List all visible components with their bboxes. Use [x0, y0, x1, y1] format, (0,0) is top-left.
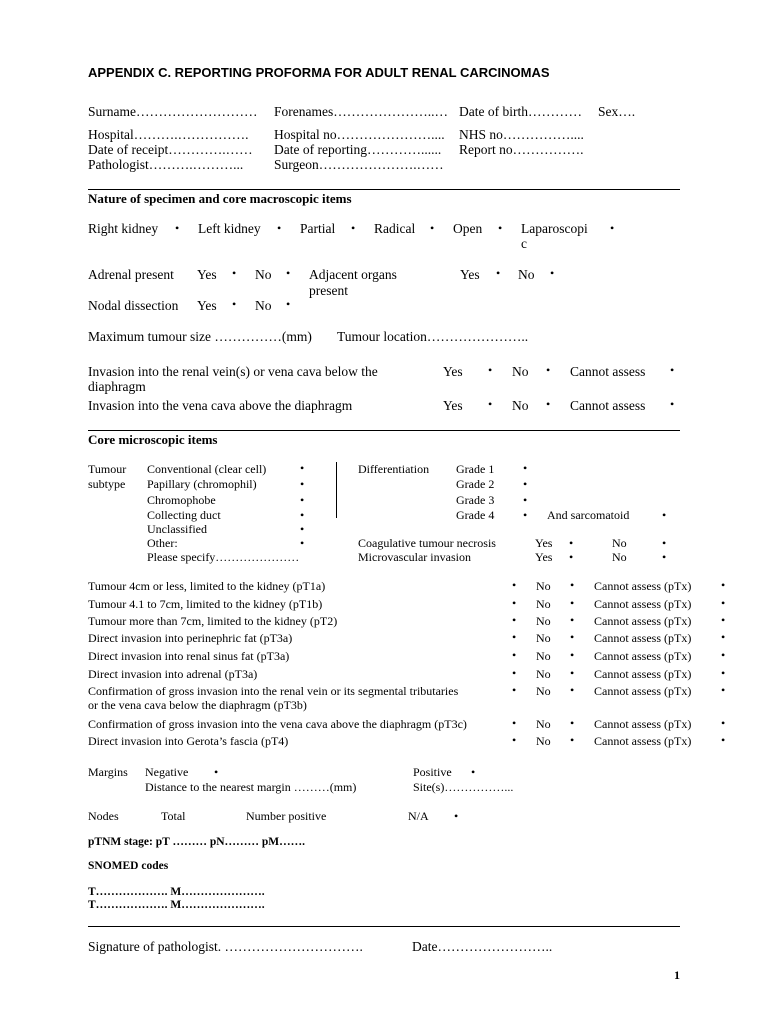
nodal-dissection-label: Nodal dissection — [88, 298, 179, 313]
stage-row-pt3b-wrap: or the vena cava below the diaphragm (pT3b) — [88, 698, 307, 712]
adrenal-no-checkbox[interactable]: • — [286, 266, 291, 280]
coag-yes-label: Yes — [535, 536, 553, 550]
stage-pt1a-no-label: No — [536, 579, 551, 593]
subtype-collecting-duct-checkbox[interactable]: • — [300, 508, 305, 522]
stage-pt3a-sinus-no-label: No — [536, 649, 551, 663]
stage-pt2-no-checkbox[interactable]: • — [570, 613, 575, 627]
stage-pt3a-perinephric-no-checkbox[interactable]: • — [570, 630, 575, 644]
grade-2-checkbox[interactable]: • — [523, 477, 528, 491]
adrenal-yes-checkbox[interactable]: • — [232, 266, 237, 280]
margins-positive-label: Positive — [413, 765, 452, 779]
invasion-above-yes-checkbox[interactable]: • — [488, 397, 493, 411]
stage-pt3a-adrenal-no-checkbox[interactable]: • — [570, 666, 575, 680]
open-checkbox[interactable]: • — [498, 221, 503, 235]
hospital-field[interactable]: Hospital……….……………. — [88, 127, 249, 142]
differentiation-label: Differentiation — [358, 462, 430, 476]
stage-pt1b-ptx-checkbox[interactable]: • — [721, 596, 726, 610]
stage-pt3a-adrenal-ptx-label: Cannot assess (pTx) — [594, 667, 692, 681]
margins-positive-checkbox[interactable]: • — [471, 765, 476, 779]
sex-field[interactable]: Sex…. — [598, 104, 636, 119]
stage-pt1b-ptx-label: Cannot assess (pTx) — [594, 597, 692, 611]
invasion-above-no-checkbox[interactable]: • — [546, 397, 551, 411]
radical-checkbox[interactable]: • — [430, 221, 435, 235]
subtype-chromophobe-checkbox[interactable]: • — [300, 493, 305, 507]
micro-heading: Core microscopic items — [88, 432, 218, 447]
subtype-unclassified: Unclassified — [147, 522, 207, 536]
stage-pt3a-perinephric-ptx-checkbox[interactable]: • — [721, 630, 726, 644]
invasion-vein-yes-checkbox[interactable]: • — [488, 363, 493, 377]
stage-pt1a-ptx-label: Cannot assess (pTx) — [594, 579, 692, 593]
stage-pt3c-yes-checkbox[interactable]: • — [512, 716, 517, 730]
snomed-heading: SNOMED codes — [88, 860, 169, 872]
adjacent-no-label: No — [518, 267, 535, 282]
stage-row-pt3b: Confirmation of gross invasion into the renal vein or its segmental tributaries — [88, 684, 459, 698]
tumour-subtype-label-2: subtype — [88, 477, 126, 491]
invasion-vein-yes-label: Yes — [443, 364, 463, 379]
stage-pt2-yes-checkbox[interactable]: • — [512, 613, 517, 627]
page-title: APPENDIX C. REPORTING PROFORMA FOR ADULT RENAL CARCINOMAS — [88, 65, 550, 80]
tumour-subtype-label: Tumour — [88, 462, 127, 476]
tumour-location-field[interactable]: Tumour location………………….. — [337, 329, 529, 344]
coag-necrosis-label: Coagulative tumour necrosis — [358, 536, 496, 550]
stage-pt3a-perinephric-no-label: No — [536, 631, 551, 645]
surgeon-field[interactable]: Surgeon………………….…… — [274, 157, 444, 172]
grade-1-label: Grade 1 — [456, 462, 495, 476]
stage-pt3b-no-label: No — [536, 684, 551, 698]
adrenal-yes-label: Yes — [197, 267, 217, 282]
nodal-no-checkbox[interactable]: • — [286, 297, 291, 311]
subtype-other: Other: — [147, 536, 178, 550]
stage-pt2-ptx-checkbox[interactable]: • — [721, 613, 726, 627]
grade-3-label: Grade 3 — [456, 493, 495, 507]
page-number: 1 — [674, 968, 680, 982]
adjacent-organs-label: Adjacent organs — [309, 267, 397, 282]
divider — [88, 189, 680, 190]
divider — [88, 430, 680, 431]
microvascular-label: Microvascular invasion — [358, 550, 471, 564]
invasion-above-cannot-assess-label: Cannot assess — [570, 398, 646, 413]
stage-pt3a-adrenal-no-label: No — [536, 667, 551, 681]
stage-pt1a-ptx-checkbox[interactable]: • — [721, 578, 726, 592]
margins-negative-label: Negative — [145, 765, 189, 779]
invasion-vein-no-label: No — [512, 364, 529, 379]
invasion-above-no-label: No — [512, 398, 529, 413]
grade-4-label: Grade 4 — [456, 508, 495, 522]
hospital-no-field[interactable]: Hospital no………………….... — [274, 127, 445, 142]
microvascular-no-checkbox[interactable]: • — [662, 550, 667, 564]
macro-heading: Nature of specimen and core macroscopic items — [88, 191, 352, 206]
subtype-other-checkbox[interactable]: • — [300, 536, 305, 550]
microvascular-no-label: No — [612, 550, 627, 564]
invasion-above-yes-label: Yes — [443, 398, 463, 413]
date-of-birth-field[interactable]: Date of birth………… — [459, 104, 582, 119]
microvascular-yes-checkbox[interactable]: • — [569, 550, 574, 564]
stage-pt2-ptx-label: Cannot assess (pTx) — [594, 614, 692, 628]
nhs-no-field[interactable]: NHS no…………….... — [459, 127, 584, 142]
stage-pt3a-sinus-yes-checkbox[interactable]: • — [512, 648, 517, 662]
invasion-vein-label: Invasion into the renal vein(s) or vena cava below the — [88, 364, 378, 379]
coag-no-checkbox[interactable]: • — [662, 536, 667, 550]
stage-row-pt3a-perinephric: Direct invasion into perinephric fat (pT3a) — [88, 631, 293, 645]
radical-label: Radical — [374, 221, 416, 236]
snomed-line-1[interactable]: T………………. M…………………. — [88, 886, 265, 898]
right-kidney-label: Right kidney — [88, 221, 159, 236]
coag-yes-checkbox[interactable]: • — [569, 536, 574, 550]
stage-pt4-no-label: No — [536, 734, 551, 748]
stage-pt4-ptx-checkbox[interactable]: • — [721, 733, 726, 747]
stage-pt4-ptx-label: Cannot assess (pTx) — [594, 734, 692, 748]
left-kidney-checkbox[interactable]: • — [277, 221, 282, 235]
grade-4-checkbox[interactable]: • — [523, 508, 528, 522]
stage-pt1a-no-checkbox[interactable]: • — [570, 578, 575, 592]
stage-pt4-no-checkbox[interactable]: • — [570, 733, 575, 747]
stage-pt3c-no-label: No — [536, 717, 551, 731]
subtype-chromophobe: Chromophobe — [147, 493, 216, 507]
subtype-conventional-checkbox[interactable]: • — [300, 461, 305, 475]
stage-row-pt3a-sinus: Direct invasion into renal sinus fat (pT3a) — [88, 649, 290, 663]
partial-label: Partial — [300, 221, 336, 236]
partial-checkbox[interactable]: • — [351, 221, 356, 235]
laparoscopic-label-wrap: c — [521, 236, 527, 251]
stage-pt4-yes-checkbox[interactable]: • — [512, 733, 517, 747]
stage-pt3c-ptx-checkbox[interactable]: • — [721, 716, 726, 730]
stage-pt3a-perinephric-yes-checkbox[interactable]: • — [512, 630, 517, 644]
stage-pt3a-adrenal-ptx-checkbox[interactable]: • — [721, 666, 726, 680]
stage-pt3a-perinephric-ptx-label: Cannot assess (pTx) — [594, 631, 692, 645]
date-of-reporting-field[interactable]: Date of reporting…………...... — [274, 142, 442, 157]
snomed-line-2[interactable]: T………………. M…………………. — [88, 899, 265, 911]
stage-pt3c-no-checkbox[interactable]: • — [570, 716, 575, 730]
subtype-specify-field[interactable]: Please specify………………… — [147, 550, 300, 564]
nodal-yes-label: Yes — [197, 298, 217, 313]
adjacent-organs-label-wrap: present — [309, 283, 348, 298]
surname-field[interactable]: Surname……………………… — [88, 104, 258, 119]
stage-row-pt1b: Tumour 4.1 to 7cm, limited to the kidney (pT1b) — [88, 597, 323, 611]
coag-no-label: No — [612, 536, 627, 550]
column-divider — [336, 462, 337, 518]
margin-sites-field[interactable]: Site(s)……………... — [413, 780, 514, 794]
invasion-above-label: Invasion into the vena cava above the diaphragm — [88, 398, 353, 413]
subtype-collecting-duct: Collecting duct — [147, 508, 221, 522]
stage-row-pt4: Direct invasion into Gerota’s fascia (pT4) — [88, 734, 289, 748]
stage-pt3a-sinus-ptx-checkbox[interactable]: • — [721, 648, 726, 662]
invasion-vein-cannot-assess-label: Cannot assess — [570, 364, 646, 379]
date-field[interactable]: Date…………………….. — [412, 939, 553, 954]
margins-label: Margins — [88, 765, 128, 779]
subtype-papillary: Papillary (chromophil) — [147, 477, 257, 491]
nodal-yes-checkbox[interactable]: • — [232, 297, 237, 311]
stage-pt3b-ptx-checkbox[interactable]: • — [721, 683, 726, 697]
margins-negative-checkbox[interactable]: • — [214, 765, 219, 779]
open-label: Open — [453, 221, 483, 236]
stage-row-pt3a-adrenal: Direct invasion into adrenal (pT3a) — [88, 667, 258, 681]
forenames-field[interactable]: Forenames…………………..… — [274, 104, 448, 119]
sarcomatoid-label: And sarcomatoid — [547, 508, 630, 522]
adrenal-no-label: No — [255, 267, 272, 282]
stage-pt3c-ptx-label: Cannot assess (pTx) — [594, 717, 692, 731]
subtype-conventional: Conventional (clear cell) — [147, 462, 267, 476]
stage-pt3a-adrenal-yes-checkbox[interactable]: • — [512, 666, 517, 680]
sarcomatoid-checkbox[interactable]: • — [662, 508, 667, 522]
stage-row-pt2: Tumour more than 7cm, limited to the kidney (pT2) — [88, 614, 338, 628]
pathologist-field[interactable]: Pathologist……….………... — [88, 157, 244, 172]
adjacent-no-checkbox[interactable]: • — [550, 266, 555, 280]
stage-pt1a-yes-checkbox[interactable]: • — [512, 578, 517, 592]
stage-pt3b-no-checkbox[interactable]: • — [570, 683, 575, 697]
left-kidney-label: Left kidney — [198, 221, 261, 236]
adjacent-yes-checkbox[interactable]: • — [496, 266, 501, 280]
divider — [88, 926, 680, 927]
adrenal-present-label: Adrenal present — [88, 267, 174, 282]
grade-1-checkbox[interactable]: • — [523, 461, 528, 475]
stage-pt3b-yes-checkbox[interactable]: • — [512, 683, 517, 697]
nodes-na-checkbox[interactable]: • — [454, 809, 459, 823]
adjacent-yes-label: Yes — [460, 267, 480, 282]
invasion-vein-cannot-assess-checkbox[interactable]: • — [670, 363, 675, 377]
ptnm-stage-field[interactable]: pTNM stage: pT ……… pN……… pM……. — [88, 836, 306, 848]
stage-row-pt3c: Confirmation of gross invasion into the vena cava above the diaphragm (pT3c) — [88, 717, 467, 731]
date-of-receipt-field[interactable]: Date of receipt………….…… — [88, 142, 253, 157]
report-no-field[interactable]: Report no……………. — [459, 142, 584, 157]
nodes-label: Nodes — [88, 809, 119, 823]
margin-distance-field[interactable]: Distance to the nearest margin ………(mm) — [145, 780, 357, 794]
laparoscopic-checkbox[interactable]: • — [610, 221, 615, 235]
nodes-na-label: N/A — [408, 809, 429, 823]
stage-pt3a-sinus-ptx-label: Cannot assess (pTx) — [594, 649, 692, 663]
stage-pt3b-ptx-label: Cannot assess (pTx) — [594, 684, 692, 698]
stage-pt1b-no-checkbox[interactable]: • — [570, 596, 575, 610]
invasion-vein-no-checkbox[interactable]: • — [546, 363, 551, 377]
stage-pt1b-no-label: No — [536, 597, 551, 611]
invasion-above-cannot-assess-checkbox[interactable]: • — [670, 397, 675, 411]
nodes-total-label[interactable]: Total — [161, 809, 186, 823]
invasion-vein-label-wrap: diaphragm — [88, 379, 146, 394]
microvascular-yes-label: Yes — [535, 550, 553, 564]
stage-pt1b-yes-checkbox[interactable]: • — [512, 596, 517, 610]
subtype-papillary-checkbox[interactable]: • — [300, 477, 305, 491]
subtype-unclassified-checkbox[interactable]: • — [300, 522, 305, 536]
grade-2-label: Grade 2 — [456, 477, 495, 491]
signature-field[interactable]: Signature of pathologist. …………………………. — [88, 939, 363, 954]
stage-pt2-no-label: No — [536, 614, 551, 628]
laparoscopic-label: Laparoscopi — [521, 221, 588, 236]
right-kidney-checkbox[interactable]: • — [175, 221, 180, 235]
nodes-positive-label[interactable]: Number positive — [246, 809, 327, 823]
max-tumour-size-field[interactable]: Maximum tumour size ……………(mm) — [88, 329, 312, 344]
grade-3-checkbox[interactable]: • — [523, 493, 528, 507]
stage-row-pt1a: Tumour 4cm or less, limited to the kidney (pT1a) — [88, 579, 326, 593]
nodal-no-label: No — [255, 298, 272, 313]
stage-pt3a-sinus-no-checkbox[interactable]: • — [570, 648, 575, 662]
